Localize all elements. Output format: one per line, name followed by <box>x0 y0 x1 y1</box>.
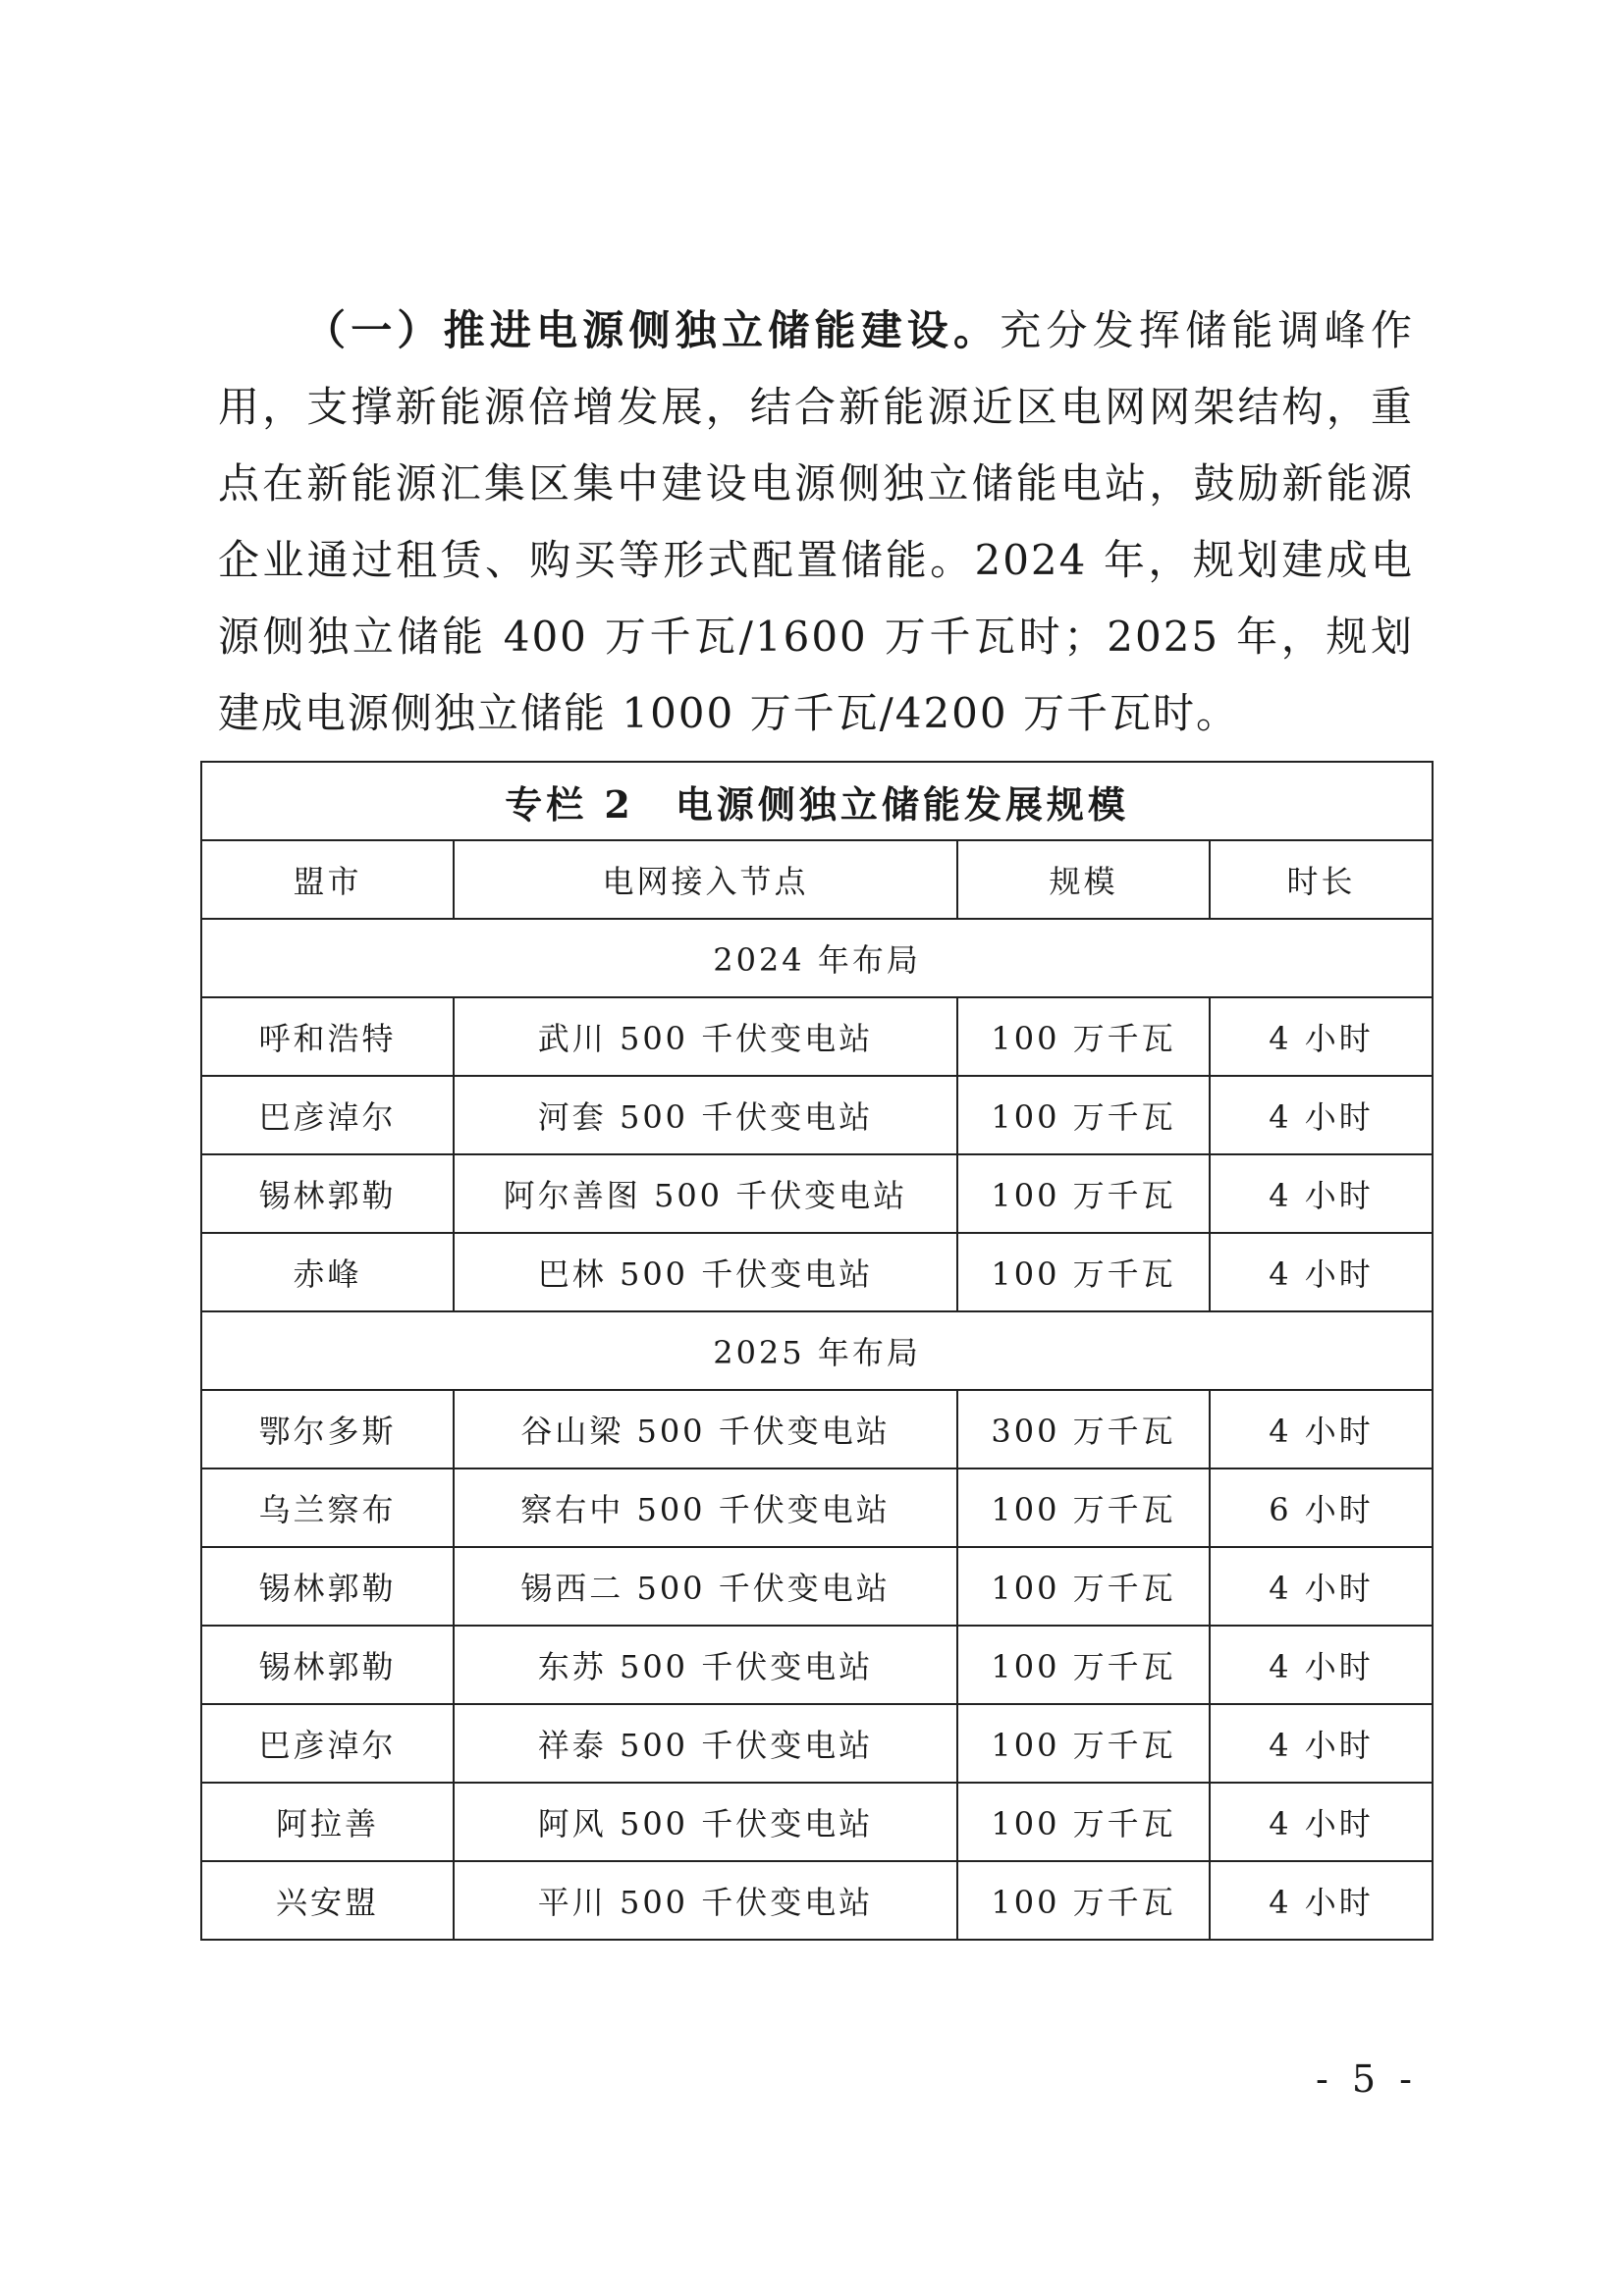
cell-duration: 4 小时 <box>1210 997 1433 1076</box>
group-label: 2025 年布局 <box>201 1311 1433 1390</box>
cell-duration: 6 小时 <box>1210 1468 1433 1547</box>
table-row <box>201 1783 1433 1861</box>
storage-scale-table <box>200 761 1434 1941</box>
cell-grid-node: 锡西二 500 千伏变电站 <box>454 1547 957 1626</box>
cell-scale: 100 万千瓦 <box>957 1154 1210 1233</box>
header-grid-node: 电网接入节点 <box>454 840 957 919</box>
cell-scale: 100 万千瓦 <box>957 1783 1210 1861</box>
cell-league-city: 锡林郭勒 <box>201 1626 454 1704</box>
cell-league-city: 阿拉善 <box>201 1783 454 1861</box>
header-duration: 时长 <box>1210 840 1433 919</box>
cell-duration: 4 小时 <box>1210 1861 1433 1940</box>
cell-grid-node: 阿尔善图 500 千伏变电站 <box>454 1154 957 1233</box>
cell-duration: 4 小时 <box>1210 1783 1433 1861</box>
group-header-row <box>201 1311 1433 1390</box>
cell-scale: 100 万千瓦 <box>957 1076 1210 1154</box>
cell-duration: 4 小时 <box>1210 1076 1433 1154</box>
cell-duration: 4 小时 <box>1210 1626 1433 1704</box>
table-title-row <box>201 762 1433 840</box>
cell-scale: 100 万千瓦 <box>957 1704 1210 1783</box>
table-header-row <box>201 840 1433 919</box>
page-number: - 5 - <box>1316 2057 1419 2101</box>
header-league-city: 盟市 <box>201 840 454 919</box>
group-label: 2024 年布局 <box>201 919 1433 997</box>
cell-grid-node: 平川 500 千伏变电站 <box>454 1861 957 1940</box>
cell-scale: 100 万千瓦 <box>957 1468 1210 1547</box>
header-scale: 规模 <box>957 840 1210 919</box>
cell-scale: 100 万千瓦 <box>957 1547 1210 1626</box>
cell-league-city: 锡林郭勒 <box>201 1547 454 1626</box>
cell-league-city: 乌兰察布 <box>201 1468 454 1547</box>
table-row <box>201 1390 1433 1468</box>
table-row <box>201 1233 1433 1311</box>
cell-league-city: 赤峰 <box>201 1233 454 1311</box>
table-row <box>201 997 1433 1076</box>
cell-scale: 100 万千瓦 <box>957 1626 1210 1704</box>
cell-grid-node: 河套 500 千伏变电站 <box>454 1076 957 1154</box>
body-paragraph <box>218 293 1414 752</box>
table-row <box>201 1861 1433 1940</box>
table-row <box>201 1076 1433 1154</box>
paragraph-body-text: 充分发挥储能调峰作用，支撑新能源倍增发展，结合新能源近区电网网架结构，重点在新能源汇集区集中建设电源侧独立储能电站，鼓励新能源企业通过租赁、购买等形式配置储能。2024 年，规划建成电源侧独立储能 400 万千瓦/1600 万千瓦时；2025 年，规划建成电源侧独立储能 1000 万千瓦/4200 万千瓦时。 <box>218 306 1414 737</box>
cell-league-city: 巴彦淖尔 <box>201 1704 454 1783</box>
group-header-row <box>201 919 1433 997</box>
cell-grid-node: 武川 500 千伏变电站 <box>454 997 957 1076</box>
table-row <box>201 1547 1433 1626</box>
cell-scale: 100 万千瓦 <box>957 997 1210 1076</box>
cell-scale: 300 万千瓦 <box>957 1390 1210 1468</box>
table-title: 专栏 2 电源侧独立储能发展规模 <box>201 762 1433 840</box>
cell-scale: 100 万千瓦 <box>957 1861 1210 1940</box>
cell-duration: 4 小时 <box>1210 1154 1433 1233</box>
cell-duration: 4 小时 <box>1210 1547 1433 1626</box>
table-row <box>201 1626 1433 1704</box>
storage-table-container <box>200 761 1432 1941</box>
cell-grid-node: 谷山梁 500 千伏变电站 <box>454 1390 957 1468</box>
cell-grid-node: 阿风 500 千伏变电站 <box>454 1783 957 1861</box>
paragraph-lead-heading: （一）推进电源侧独立储能建设。 <box>304 306 1001 354</box>
cell-duration: 4 小时 <box>1210 1704 1433 1783</box>
cell-league-city: 兴安盟 <box>201 1861 454 1940</box>
cell-league-city: 巴彦淖尔 <box>201 1076 454 1154</box>
cell-grid-node: 察右中 500 千伏变电站 <box>454 1468 957 1547</box>
cell-grid-node: 祥泰 500 千伏变电站 <box>454 1704 957 1783</box>
cell-grid-node: 巴林 500 千伏变电站 <box>454 1233 957 1311</box>
cell-duration: 4 小时 <box>1210 1390 1433 1468</box>
cell-league-city: 呼和浩特 <box>201 997 454 1076</box>
cell-league-city: 锡林郭勒 <box>201 1154 454 1233</box>
table-row <box>201 1704 1433 1783</box>
cell-duration: 4 小时 <box>1210 1233 1433 1311</box>
table-row <box>201 1154 1433 1233</box>
cell-grid-node: 东苏 500 千伏变电站 <box>454 1626 957 1704</box>
table-row <box>201 1468 1433 1547</box>
cell-league-city: 鄂尔多斯 <box>201 1390 454 1468</box>
cell-scale: 100 万千瓦 <box>957 1233 1210 1311</box>
